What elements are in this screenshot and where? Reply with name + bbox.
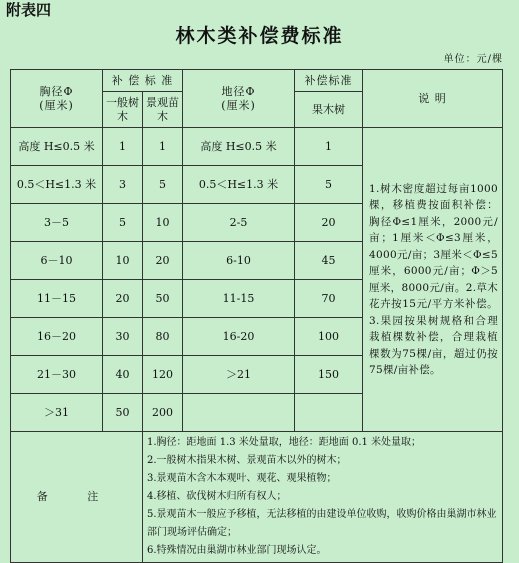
cell-general: 5 [103, 204, 143, 242]
remark-item: 6.特殊情况由巢湖市林业部门现场认定。 [147, 545, 327, 556]
remark-item: 1.胸径：距地面 1.3 米处量取，地径：距地面 0.1 米处量取； [147, 437, 422, 448]
cell-diameter: 高度 H≤0.5 米 [11, 128, 103, 166]
cell-diameter: 6－10 [11, 242, 103, 280]
header-fruit-standard: 补偿标准 [295, 70, 363, 92]
cell-landscape: 1 [143, 128, 183, 166]
cell-landscape: 120 [143, 356, 183, 394]
appendix-label: 附表四 [6, 1, 52, 19]
remark-item: 4.移植、砍伐树木归所有权人； [147, 491, 287, 502]
cell-fruit: 5 [295, 166, 363, 204]
cell-diameter: 0.5＜H≤1.3 米 [11, 166, 103, 204]
explanation-notes: 1.树木密度超过每亩1000棵，移植费按面积补偿：胸径Φ≤1厘米，2000元/亩；1厘米＜Φ≤3厘米，4000元/亩；3厘米＜Φ≤5厘米，6000元/亩；Φ＞5厘米，8000元/亩。2.草木花卉按15元/平方米补偿。3.果园按果树规格和合理栽植棵数补偿，合理栽植棵数为75棵/亩，超过仍按75棵/亩补偿。 [363, 128, 503, 432]
cell-general: 50 [103, 394, 143, 432]
cell-fruit [295, 394, 363, 432]
cell-general: 3 [103, 166, 143, 204]
remarks-row [11, 432, 503, 563]
cell-fruit: 45 [295, 242, 363, 280]
cell-general: 10 [103, 242, 143, 280]
header-ground-diameter-label: 地径Φ [221, 84, 256, 98]
cell-landscape: 80 [143, 318, 183, 356]
table-row [11, 128, 503, 166]
cell-ground-diameter: 6-10 [183, 242, 295, 280]
cell-fruit: 100 [295, 318, 363, 356]
cell-fruit: 70 [295, 280, 363, 318]
header-explanation: 说 明 [363, 70, 503, 128]
cell-fruit: 150 [295, 356, 363, 394]
header-fruit-trees: 果木树 [295, 92, 363, 128]
cell-general: 1 [103, 128, 143, 166]
cell-general: 40 [103, 356, 143, 394]
compensation-table [10, 69, 503, 563]
header-ground-diameter-unit: (厘米) [221, 98, 256, 112]
cell-landscape: 20 [143, 242, 183, 280]
cell-diameter: 21－30 [11, 356, 103, 394]
cell-ground-diameter: 11-15 [183, 280, 295, 318]
remark-item: 5.景观苗木一般应予移植，无法移植的由建设单位收购，收购价格由巢湖市林业部门现场评估确定； [147, 509, 497, 538]
cell-diameter: 3－5 [11, 204, 103, 242]
cell-fruit: 20 [295, 204, 363, 242]
cell-landscape: 5 [143, 166, 183, 204]
cell-ground-diameter: 0.5＜H≤1.3 米 [183, 166, 295, 204]
header-landscape-seedlings: 景观苗木 [143, 92, 183, 128]
cell-ground-diameter [183, 394, 295, 432]
header-row-1 [11, 70, 503, 92]
page-title: 林木类补偿费标准 [175, 25, 344, 47]
header-ground-diameter [183, 70, 295, 128]
cell-diameter: 16－20 [11, 318, 103, 356]
cell-general: 20 [103, 280, 143, 318]
header-diameter [11, 70, 103, 128]
remarks-list [143, 432, 503, 563]
header-diameter-label: 胸径Φ [39, 84, 74, 98]
unit-label: 单位：元/棵 [443, 54, 503, 65]
header-compensation-standard: 补 偿 标 准 [103, 70, 183, 92]
cell-ground-diameter: ＞21 [183, 356, 295, 394]
header-diameter-unit: (厘米) [39, 98, 74, 112]
cell-landscape: 50 [143, 280, 183, 318]
remark-item: 3.景观苗木含木本观叶、观花、观果植物； [147, 473, 337, 484]
cell-ground-diameter: 高度 H≤0.5 米 [183, 128, 295, 166]
cell-landscape: 10 [143, 204, 183, 242]
cell-fruit: 1 [295, 128, 363, 166]
remarks-label: 备 注 [11, 432, 143, 563]
cell-general: 30 [103, 318, 143, 356]
cell-landscape: 200 [143, 394, 183, 432]
remark-item: 2.一般树木指果木树、景观苗木以外的树木； [147, 455, 347, 466]
cell-ground-diameter: 16-20 [183, 318, 295, 356]
cell-diameter: ＞31 [11, 394, 103, 432]
header-general-trees: 一般树木 [103, 92, 143, 128]
cell-ground-diameter: 2-5 [183, 204, 295, 242]
cell-diameter: 11－15 [11, 280, 103, 318]
